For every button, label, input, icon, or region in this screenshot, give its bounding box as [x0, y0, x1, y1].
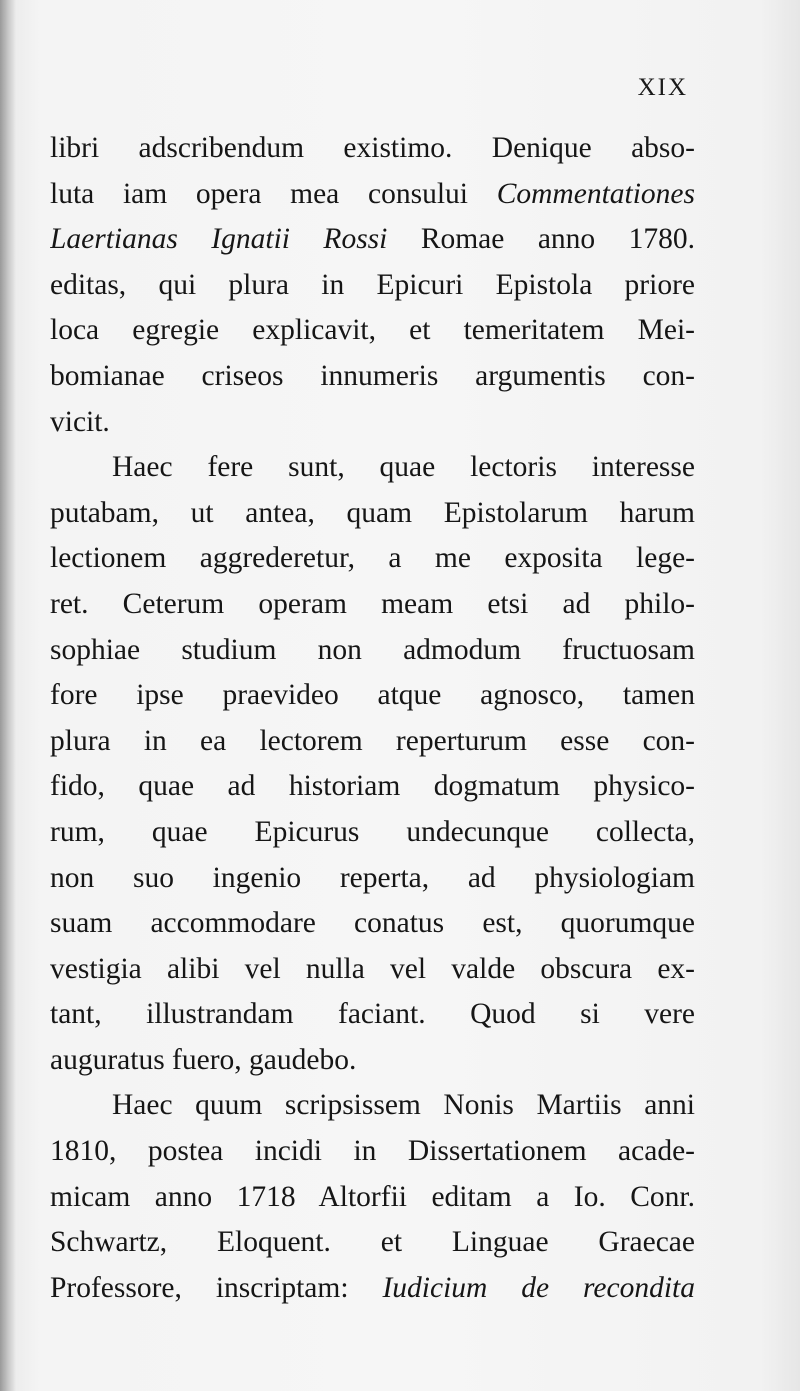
text-line: loca egregie explicavit, et temeritatem Mei- [50, 314, 695, 347]
text-line: suam accommodare conatus est, quorumque [50, 907, 695, 940]
text-line: tant, illustrandam faciant. Quod si vere [50, 998, 695, 1031]
text-line: auguratus fuero, gaudebo. [50, 1043, 357, 1076]
text-line: Professore, inscriptam: Iudicium de recondita [50, 1271, 695, 1304]
text-line: sophiae studium non admodum fructuosam [50, 633, 695, 666]
text-line: lectionem aggrederetur, a me exposita lege- [50, 542, 695, 575]
text-line: micam anno 1718 Altorfii editam a Io. Conr. [50, 1180, 695, 1213]
text-line: putabam, ut antea, quam Epistolarum harum [50, 496, 695, 529]
text-line: libri adscribendum existimo. Denique abso- [50, 132, 695, 164]
body-text [50, 126, 695, 1311]
text-line: vicit. [50, 405, 110, 438]
text-line: Haec fere sunt, quae lectoris interesse [112, 451, 695, 484]
text-line: fido, quae ad historiam dogmatum physico- [50, 770, 695, 803]
text-line: Schwartz, Eloquent. et Linguae Graecae [50, 1226, 695, 1259]
text-line: 1810, postea incidi in Dissertationem acade- [50, 1135, 695, 1168]
page-binding-shadow [0, 0, 16, 1391]
text-line: luta iam opera mea consului Commentationes [50, 177, 695, 210]
text-line: bomianae criseos innumeris argumentis con- [50, 359, 695, 392]
text-line: editas, qui plura in Epicuri Epistola priore [50, 268, 695, 301]
text-line: ret. Ceterum operam meam etsi ad philo- [50, 587, 695, 620]
text-line: vestigia alibi vel nulla vel valde obscura ex- [50, 952, 695, 985]
page-number: XIX [637, 74, 688, 101]
text-line: Haec quum scripsissem Nonis Martiis anni [112, 1089, 695, 1122]
text-line: rum, quae Epicurus undecunque collecta, [50, 815, 695, 848]
text-line: non suo ingenio reperta, ad physiologiam [50, 861, 695, 894]
text-line: plura in ea lectorem reperturum esse con- [50, 724, 695, 757]
text-line: Laertianas Ignatii Rossi Romae anno 1780. [50, 223, 695, 256]
text-line: fore ipse praevideo atque agnosco, tamen [50, 679, 695, 712]
